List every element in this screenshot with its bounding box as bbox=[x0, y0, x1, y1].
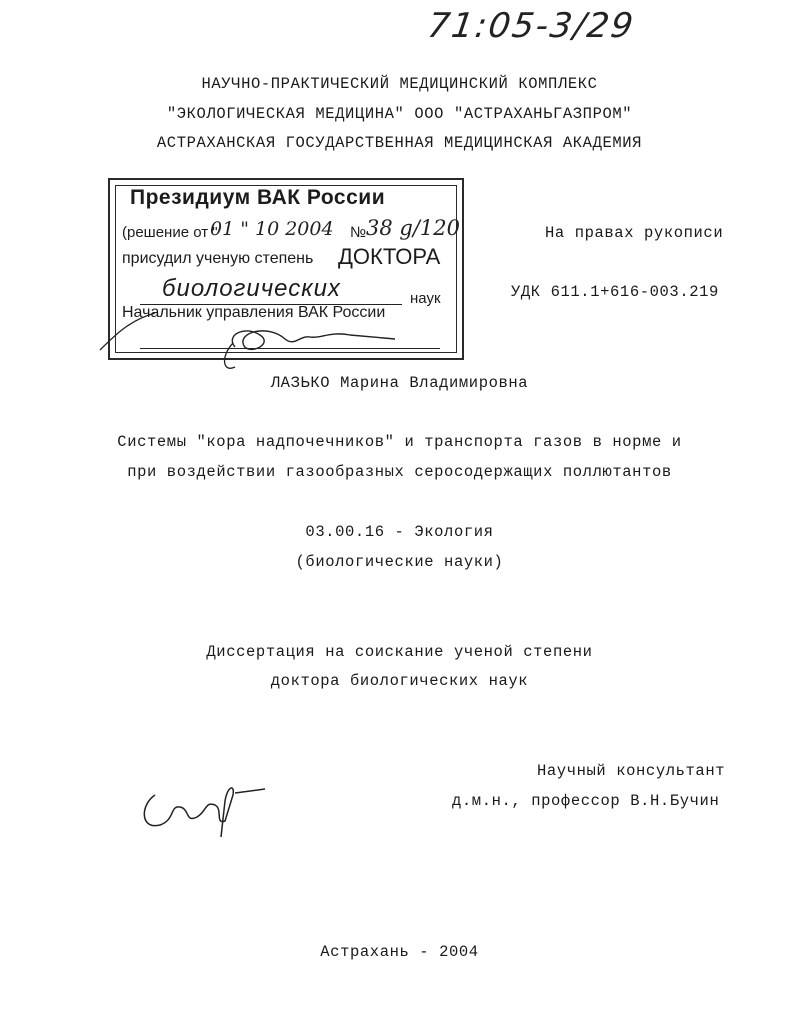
stamp-decision-prefix: (решение от " bbox=[122, 224, 218, 241]
rights-notice: На правах рукописи bbox=[545, 224, 724, 242]
header-line-2: "ЭКОЛОГИЧЕСКАЯ МЕДИЦИНА" ООО "АСТРАХАНЬГАЗПРОМ" bbox=[166, 105, 633, 123]
stamp-degree: ДОКТОРА bbox=[338, 244, 441, 269]
header-line-3: АСТРАХАНСКАЯ ГОСУДАРСТВЕННАЯ МЕДИЦИНСКАЯ АКАДЕМИЯ bbox=[156, 134, 643, 152]
stamp-signature bbox=[95, 295, 405, 380]
specialty-code: 03.00.16 - Экология bbox=[305, 523, 494, 541]
stamp-field-suffix: наук bbox=[410, 290, 441, 307]
author-signature bbox=[135, 765, 280, 845]
consultant-label: Научный консультант bbox=[537, 762, 726, 780]
stamp-chief: Начальник управления ВАК России bbox=[122, 304, 386, 321]
author-name: ЛАЗЬКО Марина Владимировна bbox=[270, 374, 529, 392]
consultant-name: д.м.н., профессор В.Н.Бучин bbox=[452, 792, 720, 810]
stamp-degree-prefix: присудил ученую степень bbox=[122, 250, 314, 267]
footer-city-year: Астрахань - 2004 bbox=[320, 943, 479, 961]
stamp-title: Президиум ВАК России bbox=[130, 186, 386, 209]
stamp-decision-date: 01 " 10 2004 bbox=[210, 218, 334, 240]
specialty-science: (биологические науки) bbox=[295, 553, 504, 571]
dissertation-line-1: Диссертация на соискание ученой степени bbox=[206, 643, 593, 661]
stamp-decision-number: 38 g/120 bbox=[366, 216, 460, 240]
header-line-1: НАУЧНО-ПРАКТИЧЕСКИЙ МЕДИЦИНСКИЙ КОМПЛЕКС bbox=[201, 75, 598, 93]
udk-code: УДК 611.1+616-003.219 bbox=[511, 283, 719, 301]
archive-code: 71:05-3/29 bbox=[425, 6, 638, 46]
thesis-title-line-2: при воздействии газообразных серосодержащих поллютантов bbox=[127, 463, 672, 481]
dissertation-line-2: доктора биологических наук bbox=[270, 672, 529, 690]
stamp-decision-num-prefix: № bbox=[350, 224, 367, 241]
stamp-field-handwritten: биологических bbox=[162, 275, 341, 302]
thesis-title-line-1: Системы "кора надпочечников" и транспорта газов в норме и bbox=[117, 433, 682, 451]
